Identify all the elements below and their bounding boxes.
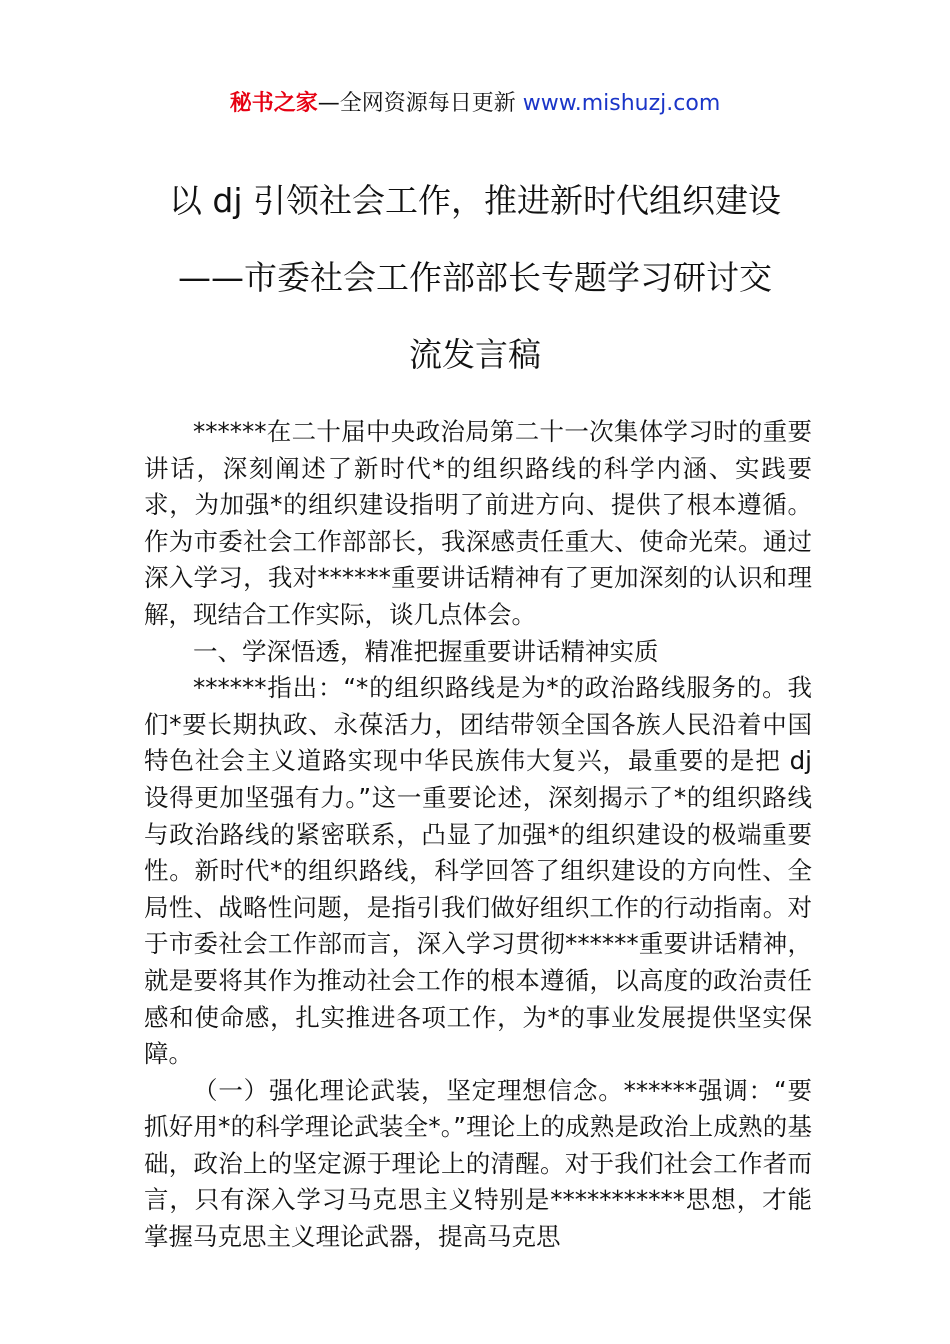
paragraph-section-1: ******指出：“*的组织路线是为*的政治路线服务的。我们*要长期执政、永葆活力，团结带领全国各族人民沿着中国特色社会主义道路实现中华民族伟大复兴，最重要的是把 dj 设得更加坚强有力。”这一重要论述，深刻揭示了*的组织路线与政治路线的紧密联系，凸显了加强*的组织建设的极端重要性。新时代*的组织路线，科学回答了组织建设的方向性、全局性、战略性问题，是指引我们做好组织工作的行动指南。对于市委社会工作部而言，深入学习贯彻******重要讲话精神，就是要将其作为推动社会工作的根本遵循，以高度的政治责任感和使命感，扎实推进各项工作，为*的事业发展提供坚实保障。: [144, 673, 812, 1069]
site-slogan: —全网资源每日更新: [317, 91, 523, 116]
section-heading-1: 一、学深悟透，精准把握重要讲话精神实质: [193, 636, 659, 666]
site-brand: 秘书之家: [229, 91, 318, 116]
site-url-link[interactable]: www.mishuzj.com: [522, 91, 721, 116]
paragraph-subsection-1: （一）强化理论武装，坚定理想信念。******强调：“要抓好用*的科学理论武装全*。”理论上的成熟是政治上成熟的基础，政治上的坚定源于理论上的清醒。对于我们社会工作者而言，只有深入学习马克思主义特别是***********思想，才能掌握马克思主义理论武器，提高马克思: [144, 1075, 812, 1252]
title-line-2: ——市委社会工作部部长专题学习研讨交: [178, 258, 772, 297]
paragraph-intro: ******在二十届中央政治局第二十一次集体学习时的重要讲话，深刻阐述了新时代*的组织路线的科学内涵、实践要求，为加强*的组织建设指明了前进方向、提供了根本遵循。作为市委社会工作部部长，我深感责任重大、使命光荣。通过深入学习，我对******重要讲话精神有了更加深刻的认识和理解，现结合工作实际，谈几点体会。: [144, 417, 812, 629]
title-line-3: 流发言稿: [409, 335, 541, 374]
document-body: [144, 414, 812, 1256]
site-header: [0, 88, 950, 120]
document-title: [110, 162, 840, 393]
title-line-1: 以 dj 引领社会工作，推进新时代组织建设: [168, 181, 782, 220]
